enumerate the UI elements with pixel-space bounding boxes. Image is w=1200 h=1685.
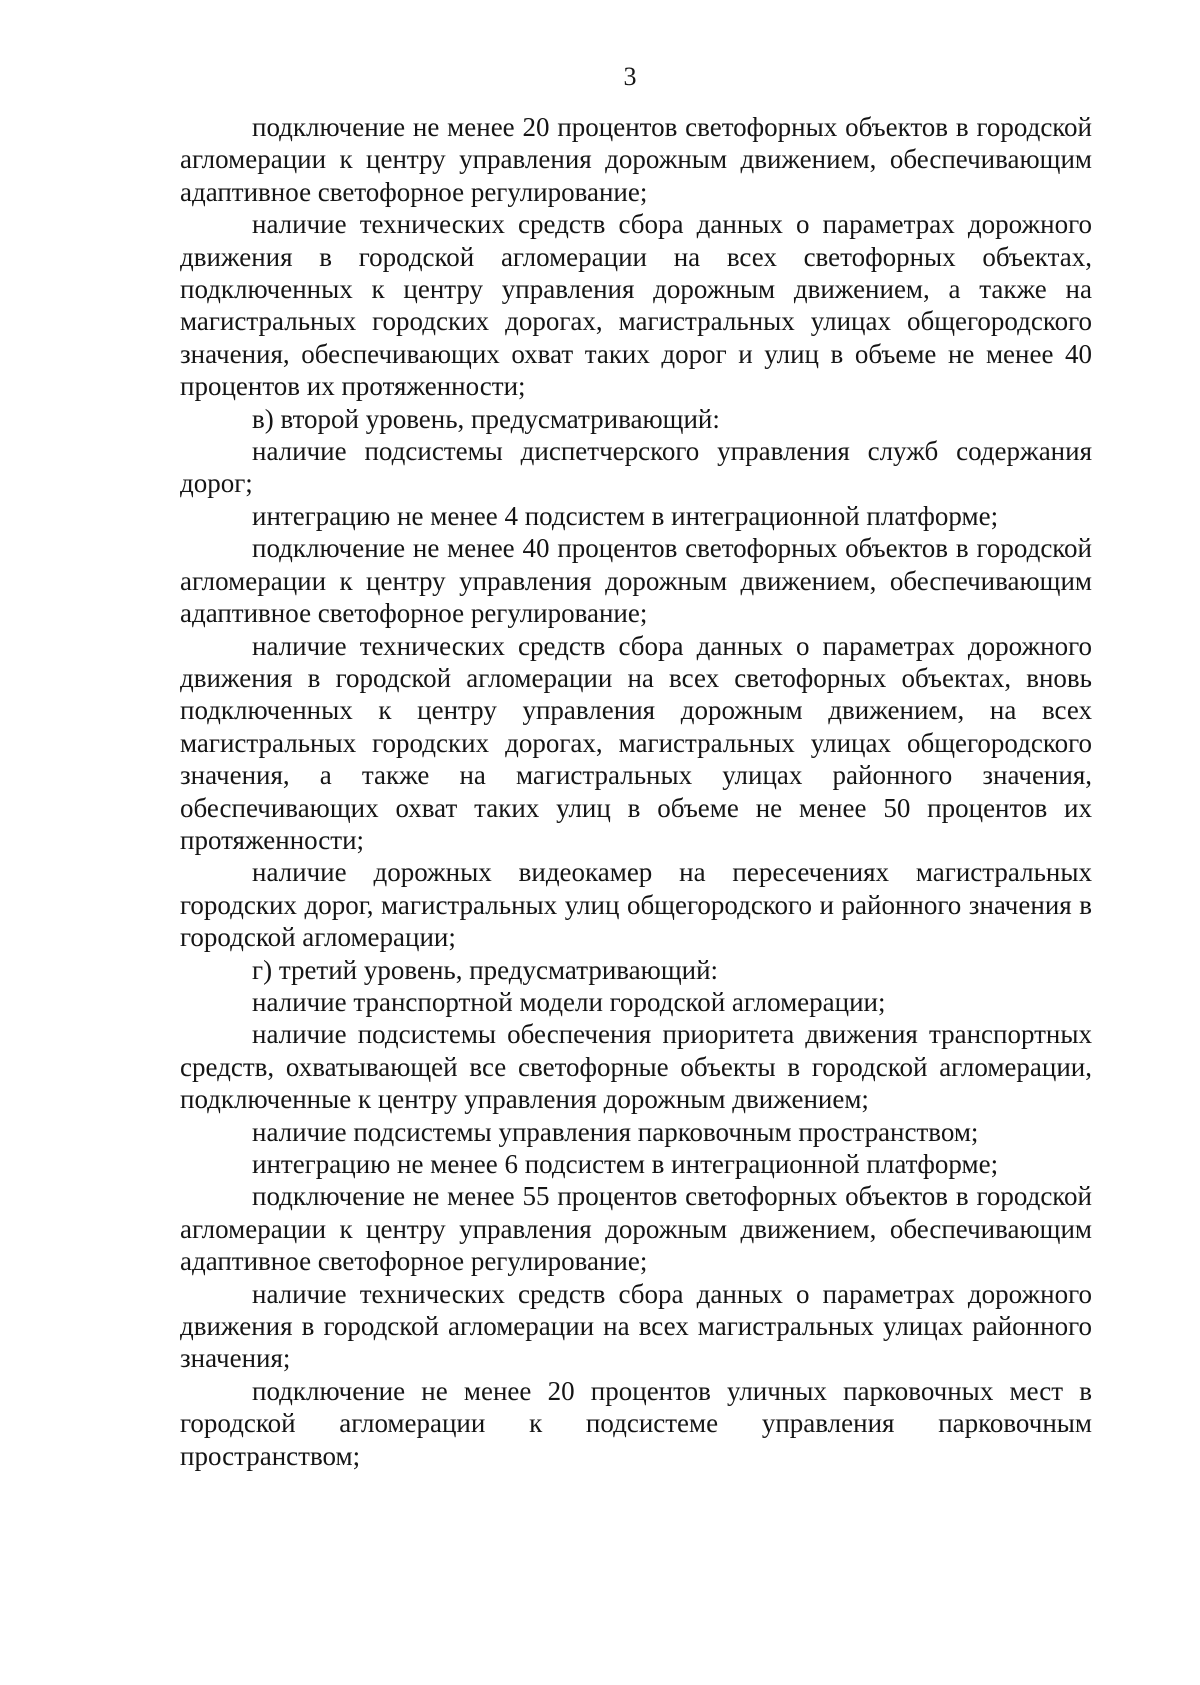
paragraph: наличие технических средств сбора данных о параметрах дорожного движения в городской агломерации на всех светофорных объектах, вновь подключенных к центру управления дорожным движением, на всех магистральных городских дорогах, магистральных улицах общегородского значения, а также на магистральных улицах районного значения, обеспечивающих охват таких улиц в объеме не менее 50 процентов их протяженности; bbox=[180, 630, 1092, 855]
paragraph: наличие подсистемы диспетчерского управления служб содержания дорог; bbox=[180, 436, 1092, 499]
paragraph: наличие дорожных видеокамер на пересечениях магистральных городских дорог, магистральных улиц общегородского и районного значения в городской агломерации; bbox=[180, 857, 1092, 953]
paragraph: наличие транспортной модели городской агломерации; bbox=[252, 986, 886, 1017]
paragraph: подключение не менее 55 процентов светофорных объектов в городской агломерации к центру управления дорожным движением, обеспечивающим адаптивное светофорное регулирование; bbox=[180, 1181, 1092, 1277]
paragraph: в) второй уровень, предусматривающий: bbox=[252, 403, 720, 434]
paragraph: интеграцию не менее 4 подсистем в интеграционной платформе; bbox=[252, 500, 999, 531]
paragraph: подключение не менее 20 процентов уличных парковочных мест в городской агломерации к подсистеме управления парковочным пространством; bbox=[180, 1375, 1092, 1471]
paragraph: подключение не менее 40 процентов светофорных объектов в городской агломерации к центру управления дорожным движением, обеспечивающим адаптивное светофорное регулирование; bbox=[180, 533, 1092, 629]
paragraph: подключение не менее 20 процентов светофорных объектов в городской агломерации к центру управления дорожным движением, обеспечивающим адаптивное светофорное регулирование; bbox=[180, 112, 1092, 207]
paragraph: наличие технических средств сбора данных о параметрах дорожного движения в городской агломерации на всех светофорных объектах, подключенных к центру управления дорожным движением, а также на магистральных городских дорогах, магистральных улицах общегородского значения, обеспечивающих охват таких дорог и улиц в объеме не менее 40 процентов их протяженности; bbox=[180, 209, 1092, 402]
paragraph: наличие технических средств сбора данных о параметрах дорожного движения в городской агломерации на всех магистральных улицах районного значения; bbox=[180, 1278, 1092, 1374]
paragraph: интеграцию не менее 6 подсистем в интеграционной платформе; bbox=[252, 1149, 999, 1179]
paragraph: г) третий уровень, предусматривающий: bbox=[252, 954, 719, 985]
document-body bbox=[180, 111, 1092, 1472]
paragraph: наличие подсистемы обеспечения приоритета движения транспортных средств, охватывающей все светофорные объекты в городской агломерации, подключенные к центру управления дорожным движением; bbox=[180, 1019, 1092, 1115]
page-number: 3 bbox=[623, 62, 637, 91]
paragraph: наличие подсистемы управления парковочным пространством; bbox=[252, 1116, 979, 1147]
